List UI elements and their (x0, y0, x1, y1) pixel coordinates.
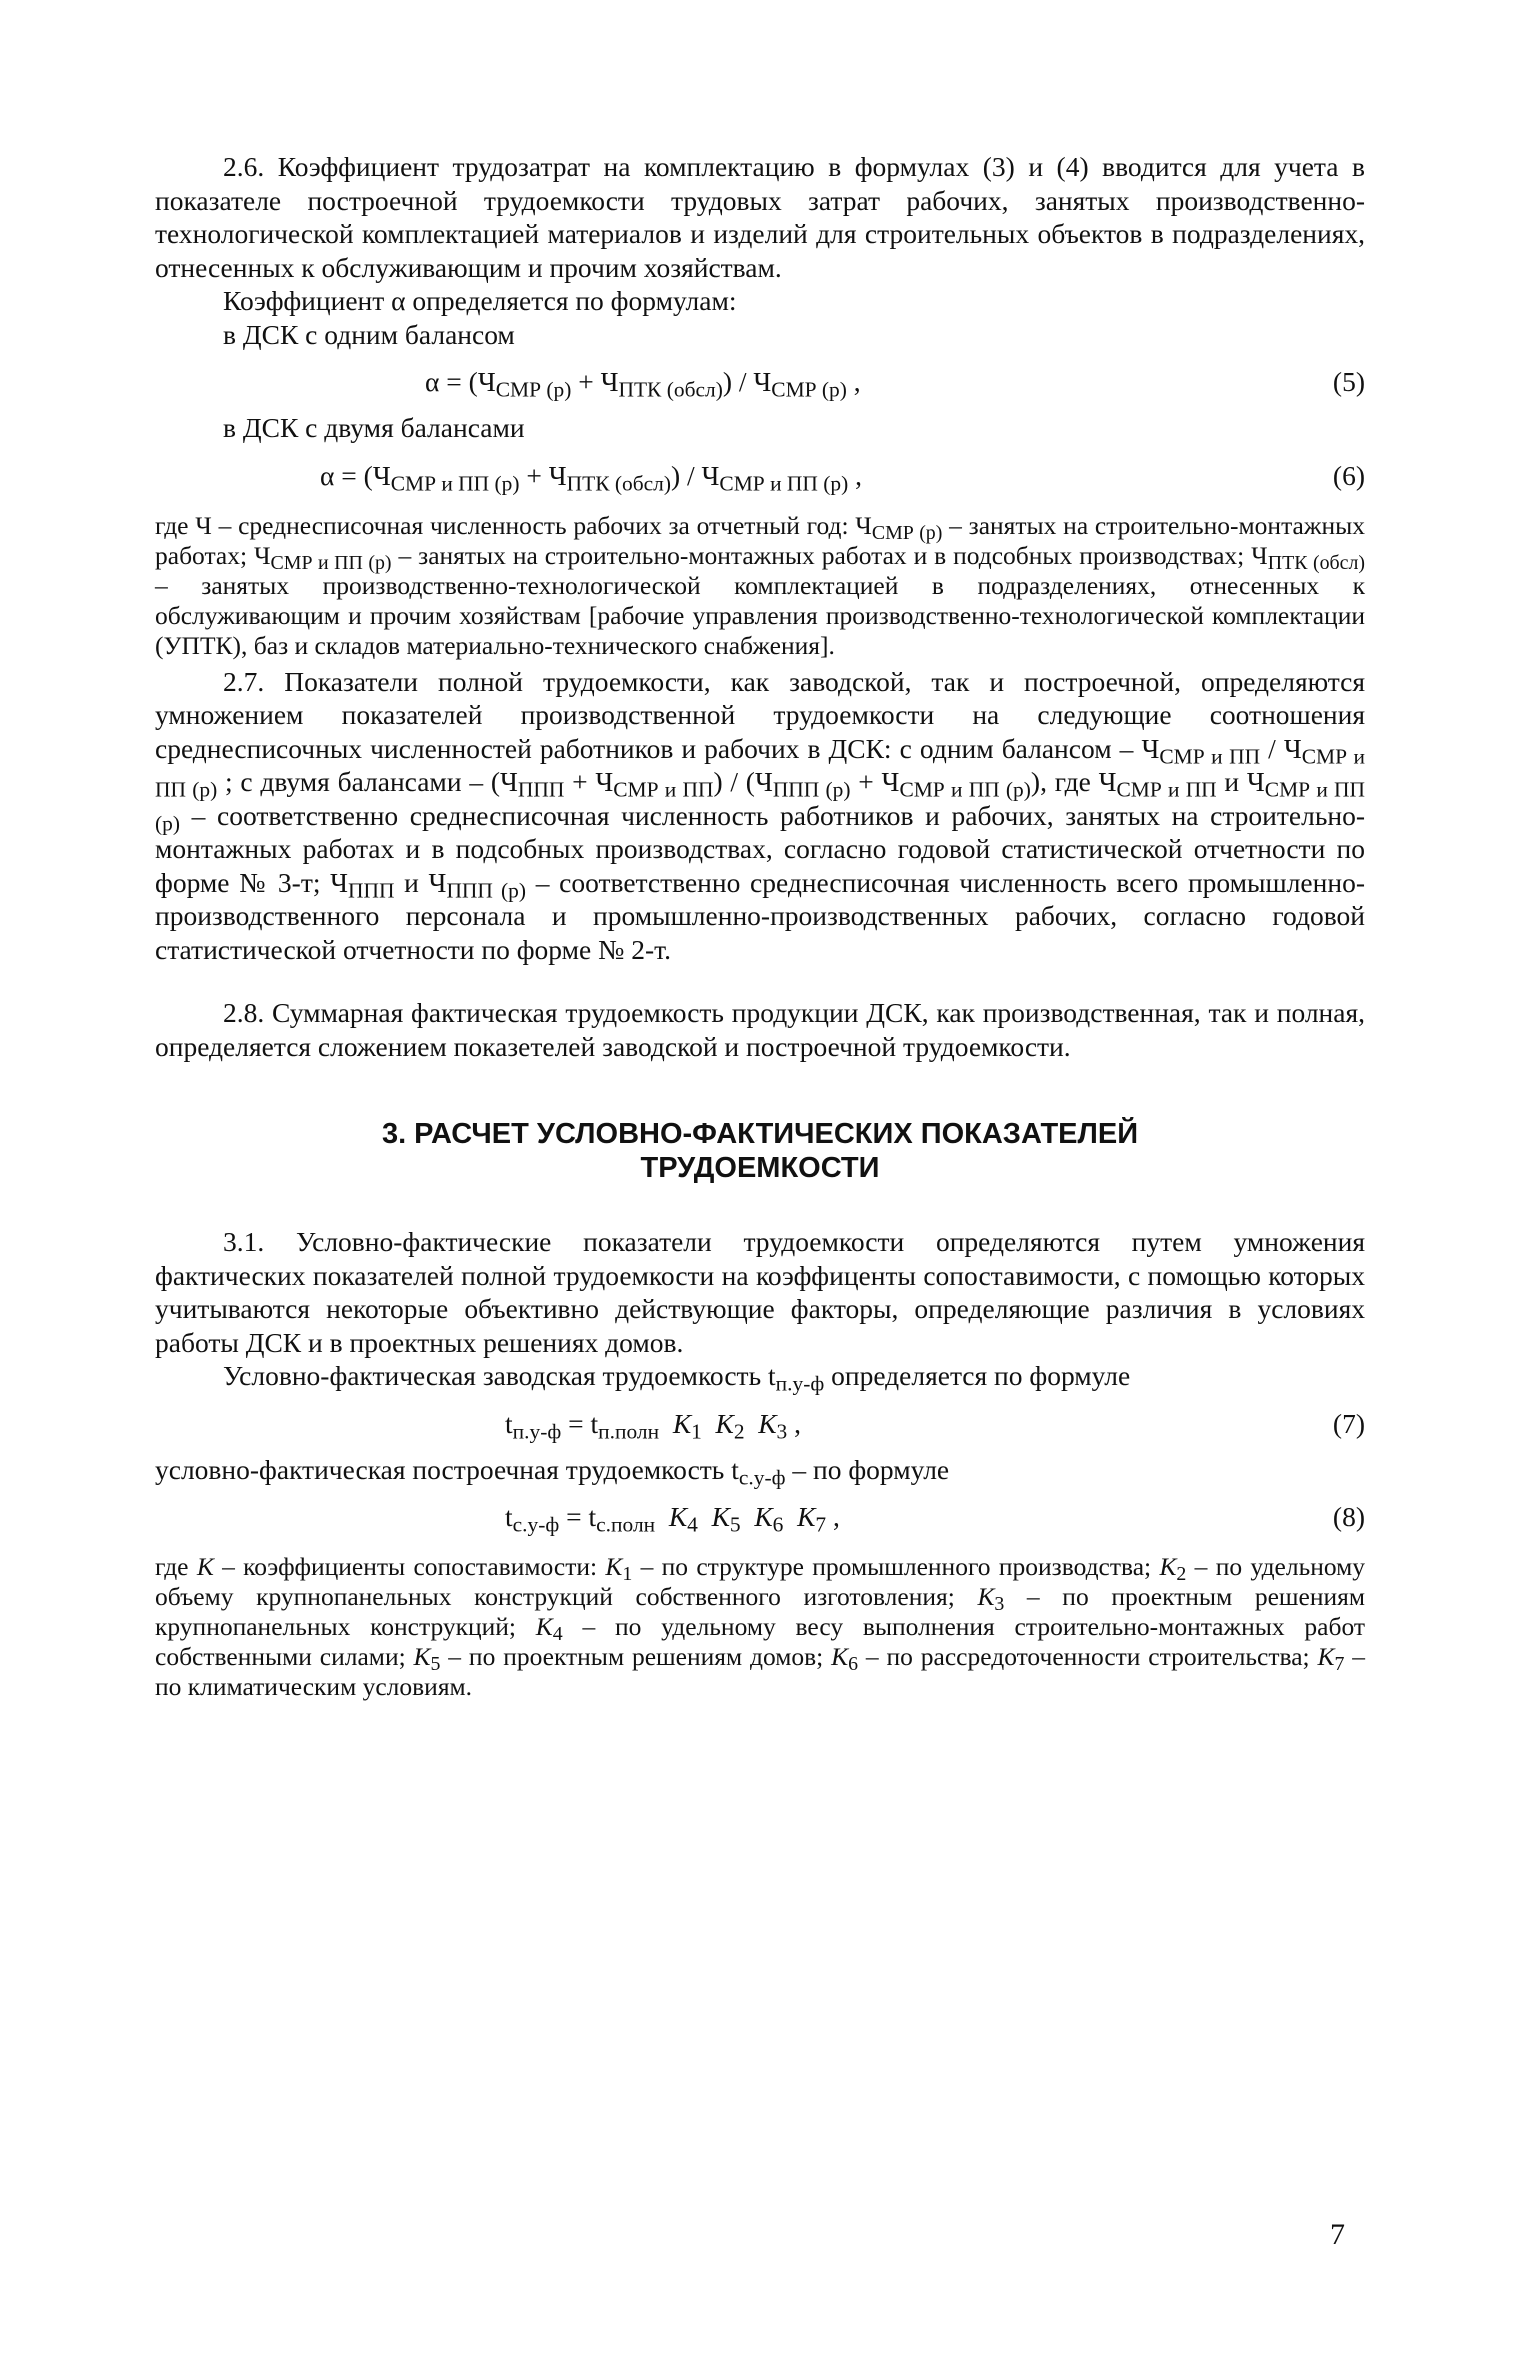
coefficient-intro: Коэффициент α определяется по формулам: (223, 285, 737, 316)
paragraph-2-8: 2.8. Суммарная фактическая трудоемкость продукции ДСК, как производственная, так и полная, определяется сложением показетелей заводской и построечной трудоемкости. (155, 997, 1365, 1062)
formula-8 (155, 1486, 1365, 1546)
formula-8-expression: $t_{с.у-ф} = t_{с.полн}$ $К_4$ $К_5$ $К_6$ $К_7$ , (505, 1501, 840, 1537)
section-heading (155, 1117, 1365, 1185)
formula-7-expression: $t_{п.у-ф} = t_{п.полн}$ $К_1$ $К_2$ $К_3$ , (505, 1407, 802, 1443)
label-two-balances: в ДСК с двумя балансами (223, 412, 525, 443)
section-heading-line-1: 3. РАСЧЕТ УСЛОВНО-ФАКТИЧЕСКИХ ПОКАЗАТЕЛЕЙ (381, 1118, 1139, 1150)
formula-6-expression: $\alpha = (Ч_{СМР и ПП (р)} + Ч_{ПТК (обсл)}) / Ч_{СМР и ПП (р)}$ , (320, 459, 862, 495)
formula-7 (155, 1393, 1365, 1453)
construction-labor-intro: условно-фактическая построечная трудоемкость $t_{с.у-ф}$ – по формуле (155, 1453, 950, 1489)
formula-7-number: (7) (1332, 1407, 1365, 1439)
formula-5 (155, 351, 1365, 411)
paragraph-2-6: 2.6. Коэффициент трудозатрат на комплектацию в формулах (3) и (4) вводится для учета в показателе построечной трудоемкости трудовых затрат рабочих, занятых производственно-технологической комплектацией материалов и изделий для строительных объектов в подразделениях, отнесенных к обслуживающим и прочим хозяйствам. (155, 151, 1365, 283)
formula-5-number: (5) (1332, 366, 1365, 397)
formula-6 (155, 445, 1365, 505)
document-page (155, 150, 1365, 1702)
label-one-balance: в ДСК с одним балансом (223, 318, 515, 350)
explanation-paragraph-1: где Ч – среднесписочная численность рабочих за отчетный год: $Ч_{СМР (р)}$ – занятых на строительно-монтажных работах; $Ч_{СМР и ПП (р)}$ – занятых на строительно-монтажных работах и в подсобных производствах; $Ч_{ПТК (обсл)}$ – занятых производственно-технологической комплектацией в подразделениях, отнесенных к обслуживающим и прочим хозяйствам [рабочие управления производственно-технологической комплектации (УПТК), баз и складов материально-технического снабжения]. (155, 510, 1365, 660)
page-number: 7 (1330, 2218, 1345, 2251)
paragraph-3-1-formula-intro: Условно-фактическая заводская трудоемкость $t_{п.у-ф}$ определяется по формуле (223, 1360, 1131, 1396)
paragraph-2-7: 2.7. Показатели полной трудоемкости, как заводской, так и построечной, определяются умножением показателей производственной трудоемкости на следующие соотношения среднесписочных численностей работников и рабочих в ДСК: с одним балансом – $Ч_{СМР и ПП} / Ч_{СМР и ПП (р)}$ ; с двумя балансами – $(Ч_{ППП} + Ч_{СМР и ПП}) / (Ч_{ППП (р)} + Ч_{СМР и ПП (р)})$, где $Ч_{СМР и ПП}$ и $Ч_{СМР и ПП (р)}$ – соответственно среднесписочная численность работников и рабочих, занятых на строительно-монтажных работах и в подсобных производствах, согласно годовой статистической отчетности по форме № 3-т; $Ч_{ППП}$ и $Ч_{ППП (р)}$ – соответственно среднесписочная численность всего промышленно-производственного персонала и промышленно-производственных рабочих, согласно годовой статистической отчетности по форме № 2-т. (155, 665, 1366, 965)
explanation-paragraph-2: где К – коэффициенты сопоставимости: $К_1$ – по структуре промышленного производства; $К_2$ – по удельному объему крупнопанельных конструкций собственного изготовления; $К_3$ – по проектным решениям крупнопанельных конструкций; $К_4$ – по удельному весу выполнения строительно-монтажных работ собственными силами; $К_5$ – по проектным решениям домов; $К_6$ – по рассредоточенности строительства; $К_7$ – по климатическим условиям. (155, 1552, 1366, 1701)
formula-6-number: (6) (1332, 459, 1365, 491)
formula-8-number: (8) (1332, 1501, 1365, 1532)
paragraph-3-1: 3.1. Условно-фактические показатели трудоемкости определяются путем умножения фактических показателей полной трудоемкости на коэффиценты сопоставимости, с помощью которых учитываются некоторые объективно действующие факторы, определяющие различия в условиях работы ДСК и в проектных решениях домов. (155, 1226, 1365, 1358)
formula-5-expression: $\alpha = (Ч_{СМР (р)} + Ч_{ПТК (обсл)}) / Ч_{СМР (р)}$ , (425, 366, 861, 402)
section-heading-line-2: ТРУДОЕМКОСТИ (640, 1152, 880, 1184)
